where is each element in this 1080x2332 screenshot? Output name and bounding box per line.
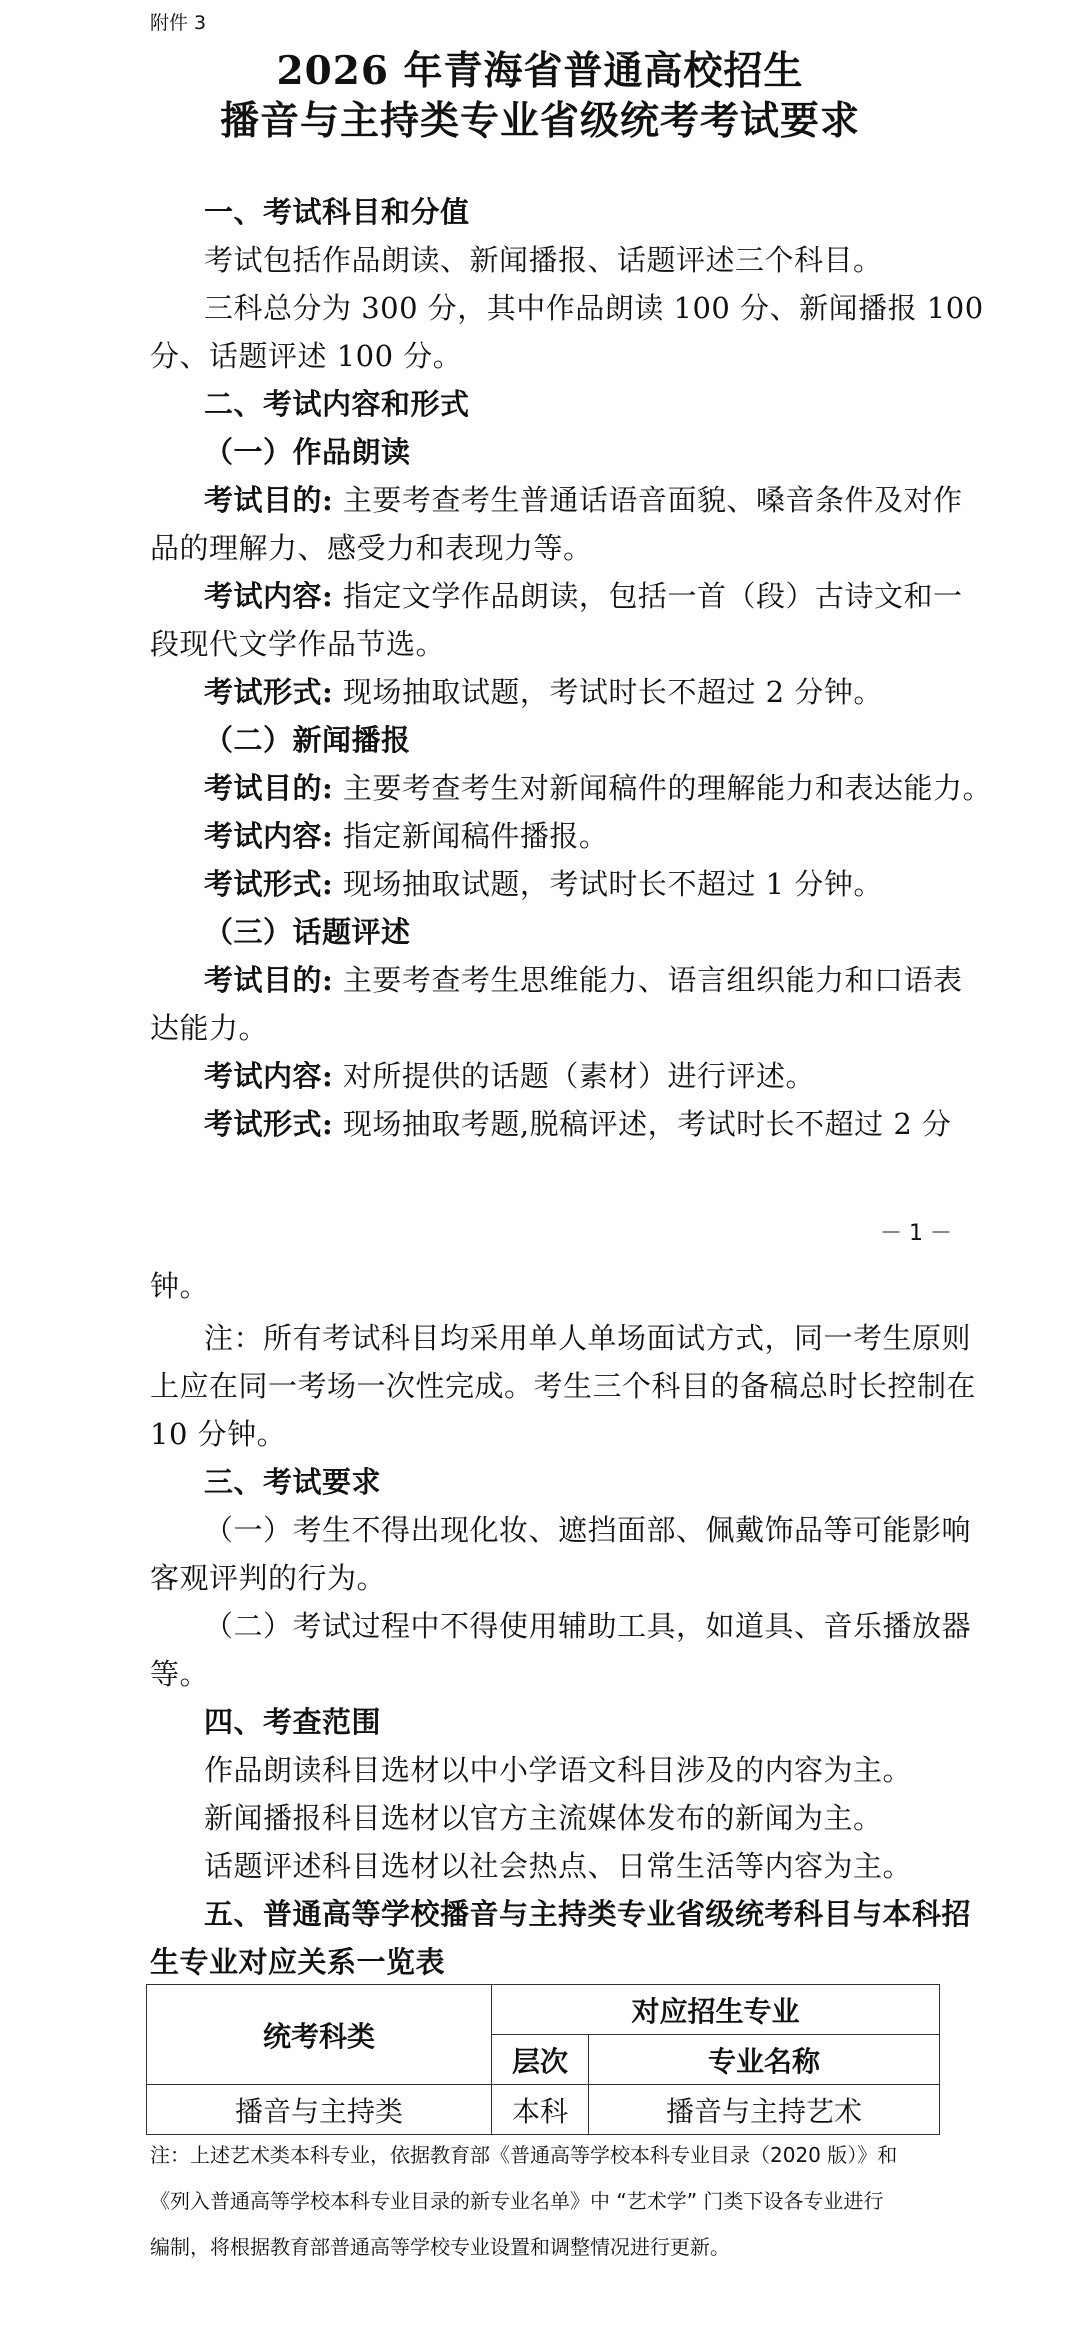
subsection-heading: （一）作品朗读 xyxy=(204,435,411,469)
paragraph-line xyxy=(204,476,1004,524)
field-text: 现场抽取试题，考试时长不超过 1 分钟。 xyxy=(333,867,883,901)
field-text: 主要考查考生对新闻稿件的理解能力和表达能力。 xyxy=(333,771,992,805)
paragraph-line: 作品朗读科目选材以中小学语文科目涉及的内容为主。 xyxy=(204,1753,913,1787)
paragraph-line: 注：所有考试科目均采用单人单场面试方式，同一考生原则 xyxy=(204,1321,972,1355)
field-label: 考试目的: xyxy=(204,771,334,805)
field-label: 考试内容: xyxy=(204,579,334,613)
field-text: 指定文学作品朗读，包括一首（段）古诗文和一 xyxy=(333,579,963,613)
footnote-line: 《列入普通高等学校本科专业目录的新专业名单》中 “艺术学” 门类下设各专业进行 xyxy=(150,2189,884,2213)
table-header-row xyxy=(147,1985,940,2035)
field-label: 考试内容: xyxy=(204,819,334,853)
paragraph-line xyxy=(204,572,1004,620)
field-text: 对所提供的话题（素材）进行评述。 xyxy=(333,1059,815,1093)
field-text: 现场抽取考题,脱稿评述，考试时长不超过 2 分 xyxy=(333,1107,952,1141)
section-heading: 四、考查范围 xyxy=(204,1705,382,1739)
field-label: 考试内容: xyxy=(204,1059,334,1093)
table-row xyxy=(147,2085,940,2135)
paragraph-line xyxy=(204,764,1004,812)
paragraph-line: （一）考生不得出现化妆、遮挡面部、佩戴饰品等可能影响 xyxy=(204,1513,972,1547)
cell-level: 本科 xyxy=(492,2085,589,2135)
section-heading-continued: 生专业对应关系一览表 xyxy=(150,1945,446,1979)
paragraph-line xyxy=(204,1052,1004,1100)
section-heading: 五、普通高等学校播音与主持类专业省级统考科目与本科招 xyxy=(204,1897,972,1931)
cell-major: 播音与主持艺术 xyxy=(589,2085,940,2135)
paragraph-line xyxy=(204,812,1004,860)
field-label: 考试目的: xyxy=(204,963,334,997)
section-heading: 一、考试科目和分值 xyxy=(204,195,470,229)
field-label: 考试形式: xyxy=(204,867,334,901)
paragraph-line: 等。 xyxy=(150,1657,210,1691)
page-subtitle: 播音与主持类专业省级统考考试要求 xyxy=(219,98,860,144)
paragraph-line xyxy=(204,1100,1004,1148)
paragraph-line xyxy=(204,668,1004,716)
paragraph-line: 三科总分为 300 分，其中作品朗读 100 分、新闻播报 100 xyxy=(204,291,984,325)
paragraph-line: 话题评述科目选材以社会热点、日常生活等内容为主。 xyxy=(204,1849,913,1883)
field-text: 主要考查考生思维能力、语言组织能力和口语表 xyxy=(333,963,963,997)
field-label: 考试目的: xyxy=(204,483,334,517)
section-heading: 二、考试内容和形式 xyxy=(204,387,470,421)
paragraph-line xyxy=(204,860,1004,908)
field-label: 考试形式: xyxy=(204,675,334,709)
paragraph-line: 新闻播报科目选材以官方主流媒体发布的新闻为主。 xyxy=(204,1801,883,1835)
field-label: 考试形式: xyxy=(204,1107,334,1141)
section-heading: 三、考试要求 xyxy=(204,1465,382,1499)
paragraph-line xyxy=(204,956,1004,1004)
subject-major-table xyxy=(146,1984,940,2135)
footnote-line: 编制，将根据教育部普通高等学校专业设置和调整情况进行更新。 xyxy=(150,2235,730,2259)
paragraph-line: 10 分钟。 xyxy=(150,1417,287,1451)
paragraph-line: 段现代文学作品节选。 xyxy=(150,627,446,661)
paragraph-line: （二）考试过程中不得使用辅助工具，如道具、音乐播放器 xyxy=(204,1609,972,1643)
header-major-group: 对应招生专业 xyxy=(492,1985,940,2035)
paragraph-line: 品的理解力、感受力和表现力等。 xyxy=(150,531,593,565)
subsection-heading: （二）新闻播报 xyxy=(204,723,411,757)
subsection-heading: （三）话题评述 xyxy=(204,915,411,949)
paragraph-line: 上应在同一考场一次性完成。考生三个科目的备稿总时长控制在 xyxy=(150,1369,977,1403)
attachment-label: 附件 3 xyxy=(150,12,207,34)
page-title: 2026 年青海省普通高校招生 xyxy=(276,48,804,94)
page-number: － 1 － xyxy=(880,1221,952,1246)
field-text: 指定新闻稿件播报。 xyxy=(333,819,609,853)
paragraph-line: 分、话题评述 100 分。 xyxy=(150,339,463,373)
header-category: 统考科类 xyxy=(147,1985,492,2085)
paragraph-line: 钟。 xyxy=(150,1269,210,1303)
paragraph-line: 达能力。 xyxy=(150,1011,269,1045)
header-major-name: 专业名称 xyxy=(589,2035,940,2085)
cell-category: 播音与主持类 xyxy=(147,2085,492,2135)
paragraph-line: 考试包括作品朗读、新闻播报、话题评述三个科目。 xyxy=(204,243,883,277)
header-level: 层次 xyxy=(492,2035,589,2085)
footnote-line: 注：上述艺术类本科专业，依据教育部《普通高等学校本科专业目录（2020 版）》和 xyxy=(150,2143,898,2167)
field-text: 主要考查考生普通话语音面貌、嗓音条件及对作 xyxy=(333,483,963,517)
field-text: 现场抽取试题，考试时长不超过 2 分钟。 xyxy=(333,675,883,709)
paragraph-line: 客观评判的行为。 xyxy=(150,1561,387,1595)
